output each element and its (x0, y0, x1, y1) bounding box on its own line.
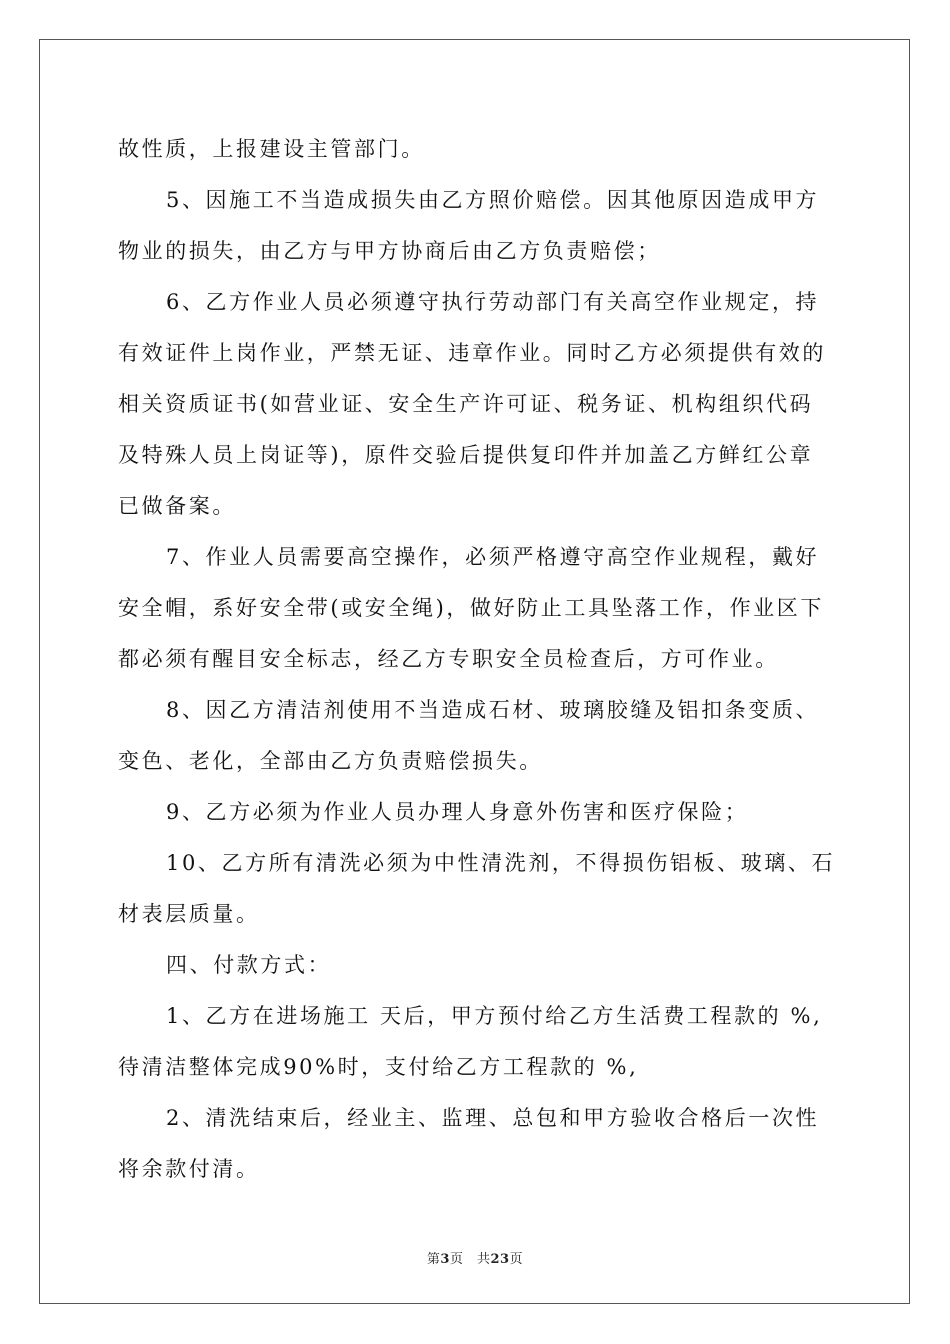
paragraph-line: 7、作业人员需要高空操作，必须严格遵守高空作业规程，戴好 (166, 545, 820, 569)
paragraph-line: 安全帽，系好安全带(或安全绳)，做好防止工具坠落工作，作业区下 (118, 596, 824, 620)
section-heading: 四、付款方式： (166, 953, 332, 977)
paragraph-line: 已做备案。 (118, 494, 236, 518)
paragraph-line: 1、乙方在进场施工 天后，甲方预付给乙方生活费工程款的 %, (166, 1004, 823, 1028)
paragraph-line: 10、乙方所有清洗必须为中性清洗剂，不得损伤铝板、玻璃、石 (166, 851, 836, 875)
paragraph-line: 9、乙方必须为作业人员办理人身意外伤害和医疗保险； (166, 800, 749, 824)
footer-mid: 页 共 (449, 1252, 491, 1267)
document-body (118, 124, 834, 1195)
paragraph-line: 故性质，上报建设主管部门。 (118, 137, 425, 161)
footer-suffix: 页 (509, 1252, 524, 1267)
footer-page-number: 3 (440, 1252, 450, 1267)
paragraph-line: 及特殊人员上岗证等)，原件交验后提供复印件并加盖乙方鲜红公章 (118, 443, 814, 467)
paragraph-line: 将余款付清。 (118, 1157, 260, 1181)
paragraph-line: 待清洁整体完成90%时，支付给乙方工程款的 %, (118, 1055, 639, 1079)
paragraph-line: 2、清洗结束后，经业主、监理、总包和甲方验收合格后一次性 (166, 1106, 820, 1130)
paragraph-line: 6、乙方作业人员必须遵守执行劳动部门有关高空作业规定，持 (166, 290, 820, 314)
footer-total-pages: 23 (490, 1252, 510, 1267)
page-footer (0, 1248, 950, 1267)
paragraph-line: 材表层质量。 (118, 902, 260, 926)
footer-prefix: 第 (426, 1252, 441, 1267)
paragraph-line: 变色、老化，全部由乙方负责赔偿损失。 (118, 749, 543, 773)
paragraph-line: 5、因施工不当造成损失由乙方照价赔偿。因其他原因造成甲方 (166, 188, 820, 212)
paragraph-line: 8、因乙方清洁剂使用不当造成石材、玻璃胶缝及铝扣条变质、 (166, 698, 820, 722)
paragraph-line: 有效证件上岗作业，严禁无证、违章作业。同时乙方必须提供有效的 (118, 341, 826, 365)
paragraph-line: 物业的损失，由乙方与甲方协商后由乙方负责赔偿； (118, 239, 661, 263)
paragraph-line: 都必须有醒目安全标志，经乙方专职安全员检查后，方可作业。 (118, 647, 779, 671)
paragraph-line: 相关资质证书(如营业证、安全生产许可证、税务证、机构组织代码 (118, 392, 814, 416)
